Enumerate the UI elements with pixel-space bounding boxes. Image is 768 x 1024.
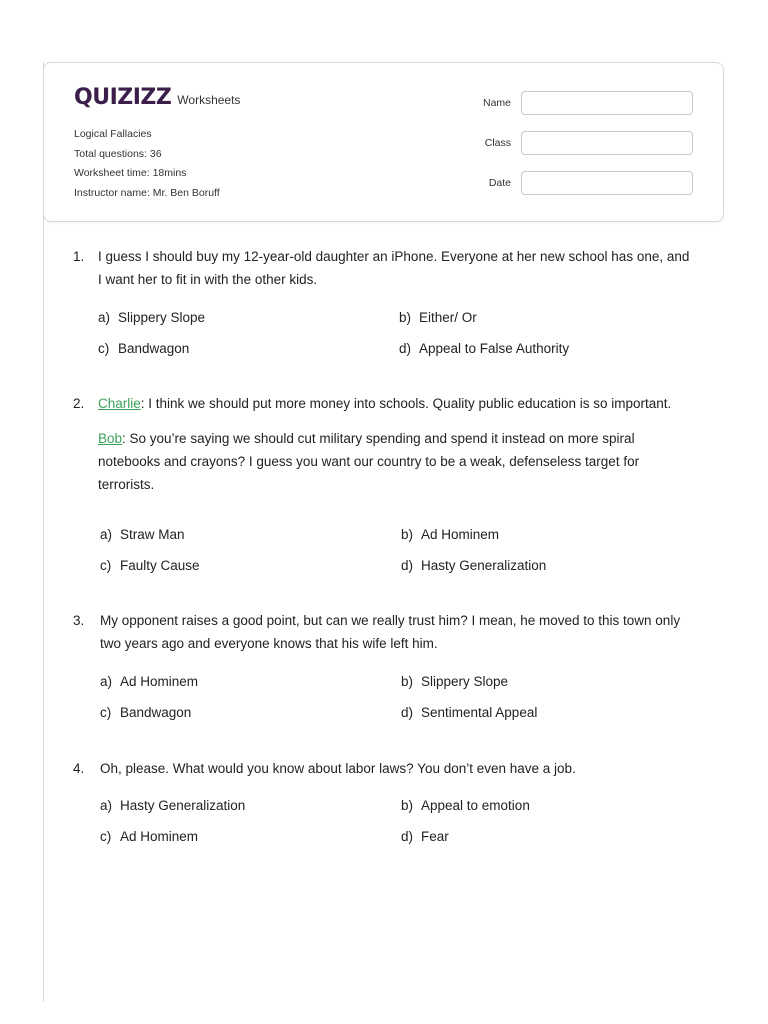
question-4-options [98,798,698,858]
dialogue-text-1: : I think we should put more money into schools. Quality public education is so important. [140,396,672,411]
option-letter: c) [100,705,112,720]
option-b[interactable] [399,310,477,325]
worksheet-header [43,62,724,222]
logo-text: QUIZIZZ [74,85,172,110]
option-text: Straw Man [120,527,185,542]
option-b[interactable] [401,527,499,542]
speaker-charlie[interactable]: Charlie [98,396,141,411]
question-number: 1. [73,249,85,264]
option-letter: b) [401,798,414,813]
speaker-bob[interactable]: Bob [98,431,123,446]
option-a[interactable] [100,674,198,689]
option-letter: b) [401,674,414,689]
option-letter: b) [399,310,412,325]
question-1-options [98,310,698,370]
question-number: 4. [73,761,85,776]
class-field-row [471,131,693,155]
option-text: Either/ Or [419,310,477,325]
dialogue-line-2 [98,427,693,496]
option-text: Hasty Generalization [421,558,547,573]
option-letter: a) [100,674,113,689]
dialogue-text-2: : So you’re saying we should cut military spending and spend it instead on more spiral notebooks and crayons? I guess you want our country to be a weak, defenseless target for terrorists. [98,431,640,492]
quizizz-logo [74,85,240,110]
option-b[interactable] [401,674,508,689]
option-d[interactable] [399,341,569,356]
question-2-options [98,527,698,587]
option-letter: d) [401,829,414,844]
option-text: Ad Hominem [421,527,500,542]
option-letter: d) [399,341,412,356]
worksheet-meta [74,125,220,203]
option-letter: d) [401,558,414,573]
class-label: Class [484,137,511,149]
option-a[interactable] [100,798,245,813]
question-3 [73,609,693,655]
option-c[interactable] [98,341,189,356]
option-text: Bandwagon [118,341,190,356]
question-text: I guess I should buy my 12-year-old daughter an iPhone. Everyone at her new school has one, and I want her to fit in with the other kids. [98,249,690,287]
option-text: Ad Hominem [120,674,199,689]
option-text: Appeal to False Authority [419,341,570,356]
question-1 [73,245,693,291]
question-number: 2. [73,396,85,411]
question-4 [73,757,693,780]
option-text: Sentimental Appeal [421,705,538,720]
worksheet-time: Worksheet time: 18mins [74,167,187,179]
option-letter: d) [401,705,414,720]
date-field-row [471,171,693,195]
name-field[interactable] [521,91,693,115]
option-text: Hasty Generalization [120,798,246,813]
option-letter: c) [98,341,110,356]
question-text: Oh, please. What would you know about labor laws? You don’t even have a job. [100,761,576,776]
question-3-options [98,674,698,734]
class-field[interactable] [521,131,693,155]
option-text: Slippery Slope [118,310,206,325]
option-a[interactable] [98,310,205,325]
option-a[interactable] [100,527,185,542]
option-d[interactable] [401,558,546,573]
total-questions: Total questions: 36 [74,147,162,160]
option-b[interactable] [401,798,530,813]
option-text: Ad Hominem [120,829,199,844]
instructor-name: Instructor name: Mr. Ben Boruff [74,186,220,199]
option-d[interactable] [401,705,537,720]
option-letter: a) [98,310,111,325]
option-c[interactable] [100,705,191,720]
date-field[interactable] [521,171,693,195]
option-letter: c) [100,558,112,573]
option-letter: a) [100,527,113,542]
question-number: 3. [73,613,85,628]
question-text: My opponent raises a good point, but can we really trust him? I mean, he moved to this town only two years ago and everyone knows that his wife left him. [100,613,681,651]
dialogue-line-1 [98,392,693,415]
name-label: Name [482,97,511,109]
date-label: Date [488,177,511,189]
question-2 [73,392,693,496]
worksheet-title: Logical Fallacies [74,128,152,140]
option-letter: c) [100,829,112,844]
option-text: Fear [421,829,449,844]
name-field-row [471,91,693,115]
option-c[interactable] [100,829,198,844]
option-text: Slippery Slope [421,674,509,689]
question-dialogue [98,392,693,496]
logo-subtitle: Worksheets [177,93,241,107]
option-letter: b) [401,527,414,542]
option-text: Bandwagon [120,705,192,720]
option-c[interactable] [100,558,200,573]
option-text: Appeal to emotion [421,798,530,813]
option-text: Faulty Cause [120,558,200,573]
option-d[interactable] [401,829,449,844]
option-letter: a) [100,798,113,813]
